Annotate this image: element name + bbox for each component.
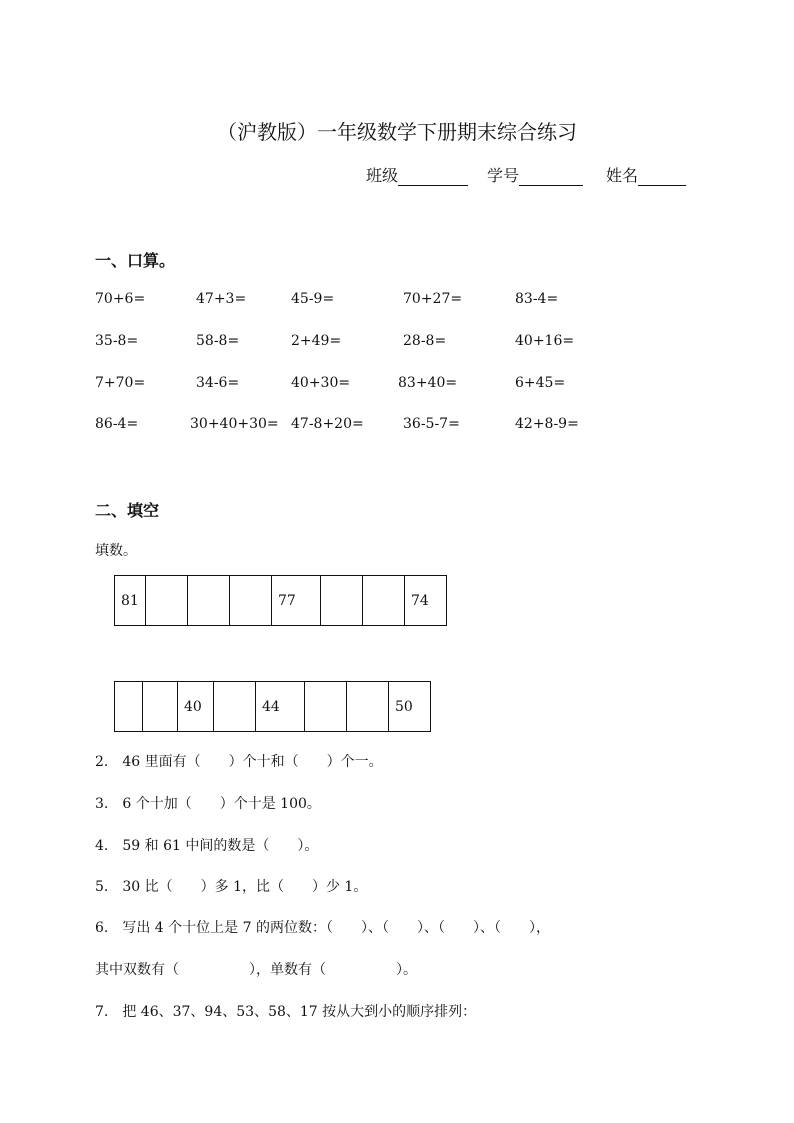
math-item: 40+30= [291, 375, 351, 391]
grid-cell: 40 [178, 682, 214, 732]
math-item: 34-6= [196, 375, 240, 391]
grid-cell: 77 [272, 576, 321, 626]
math-item: 28-8= [403, 333, 447, 349]
name-label: 姓名 [606, 166, 639, 185]
math-item: 35-8= [95, 333, 139, 349]
name-field [606, 163, 686, 186]
math-item: 36-5-7= [403, 416, 460, 432]
math-item: 2+49= [291, 333, 342, 349]
grid-cell[interactable] [230, 576, 272, 626]
number-field [487, 163, 583, 186]
grid-cell[interactable] [214, 682, 256, 732]
grid-cell: 44 [256, 682, 305, 732]
fill-numbers-label: 填数。 [95, 543, 137, 559]
math-item: 47-8+20= [291, 416, 364, 432]
grid-cell[interactable] [143, 682, 178, 732]
grid-cell: 74 [405, 576, 447, 626]
grid-cell[interactable] [305, 682, 347, 732]
math-item: 30+40+30= [190, 416, 279, 432]
number-label: 学号 [487, 166, 520, 185]
question-5: 5. 30 比（ ）多 1，比（ ）少 1。 [95, 879, 368, 895]
number-grid-1 [114, 575, 447, 626]
grid-cell[interactable] [347, 682, 389, 732]
section2-title: 二、填空 [95, 501, 160, 520]
question-7: 7. 把 46、37、94、53、58、17 按从大到小的顺序排列： [95, 1004, 477, 1020]
math-item: 70+6= [95, 291, 146, 307]
question-2: 2. 46 里面有（ ）个十和（ ）个一。 [95, 754, 383, 770]
math-item: 7+70= [95, 375, 146, 391]
math-item: 83-4= [515, 291, 559, 307]
name-blank [638, 169, 686, 186]
number-blank [519, 169, 583, 186]
question-3: 3. 6 个十加（ ）个十是 100。 [95, 796, 321, 812]
math-item: 58-8= [196, 333, 240, 349]
class-label: 班级 [366, 166, 399, 185]
math-item: 47+3= [196, 291, 247, 307]
math-item: 70+27= [403, 291, 463, 307]
grid-cell: 50 [389, 682, 431, 732]
math-item: 42+8-9= [515, 416, 579, 432]
grid-cell[interactable] [321, 576, 363, 626]
question-4: 4. 59 和 61 中间的数是（ ）。 [95, 838, 319, 854]
section1-title: 一、口算。 [95, 251, 176, 270]
class-field [366, 163, 468, 186]
grid-cell[interactable] [115, 682, 143, 732]
math-item: 40+16= [515, 333, 575, 349]
math-item: 86-4= [95, 416, 139, 432]
grid-cell[interactable] [188, 576, 230, 626]
question-6: 6. 写出 4 个十位上是 7 的两位数：（ ）、（ ）、（ ）、（ ）， [95, 920, 550, 936]
class-blank [398, 169, 468, 186]
number-grid-2 [114, 681, 431, 732]
page-title: （沪教版）一年级数学下册期末综合练习 [217, 120, 577, 144]
grid-cell[interactable] [363, 576, 405, 626]
grid-cell[interactable] [146, 576, 188, 626]
grid-cell: 81 [115, 576, 146, 626]
math-item: 6+45= [515, 375, 566, 391]
question-6-continued: 其中双数有（ ），单数有（ ）。 [95, 962, 417, 978]
math-item: 83+40= [398, 375, 458, 391]
math-item: 45-9= [291, 291, 335, 307]
